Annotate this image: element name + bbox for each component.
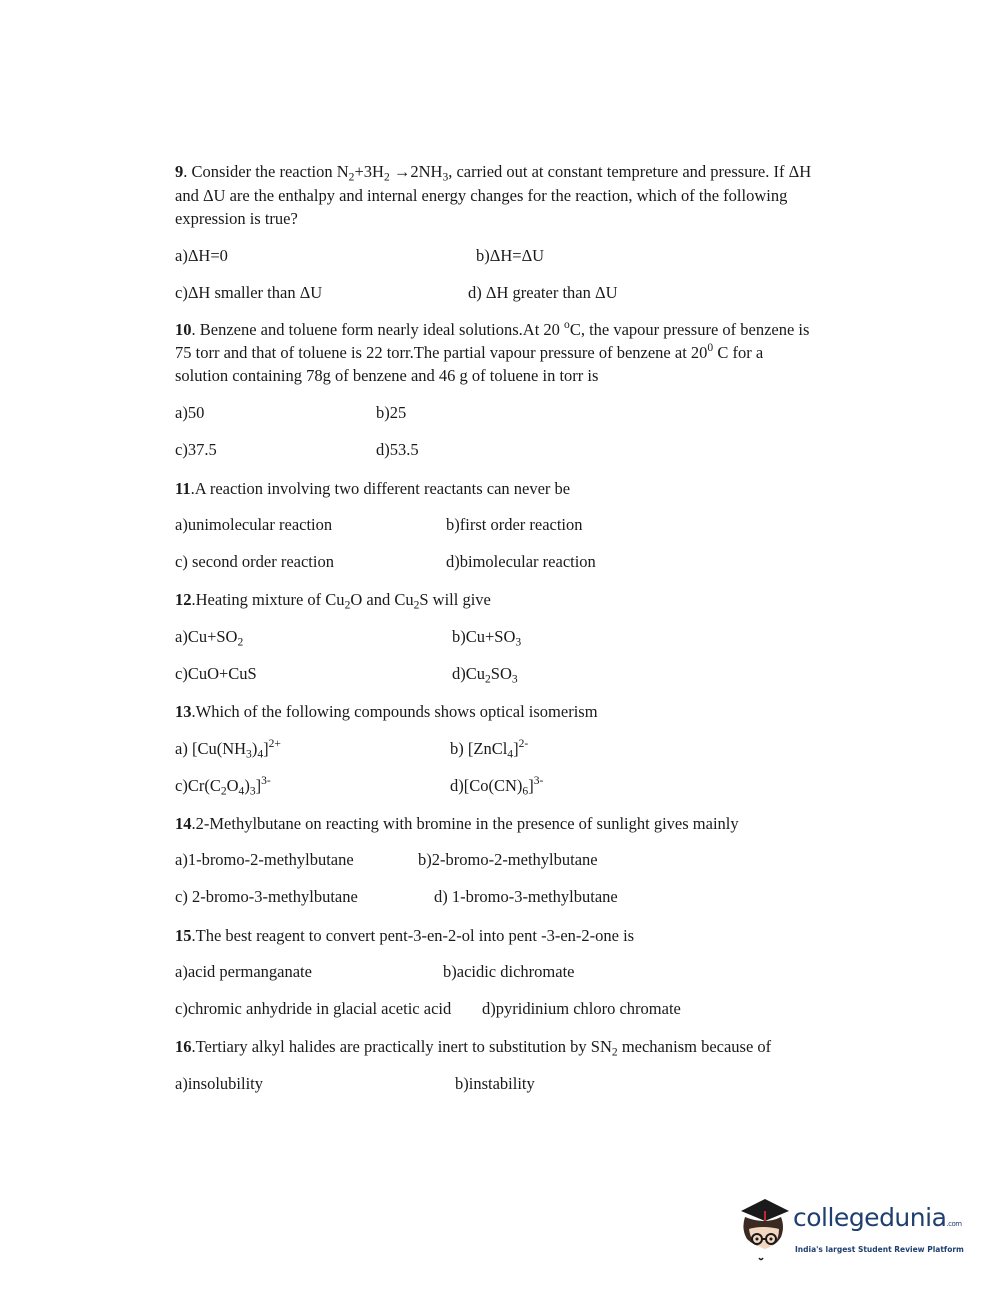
- q15-option-a: a)acid permanganate: [175, 962, 312, 981]
- q12-line-1: 12.Heating mixture of $Cu_2O$ and $Cu_2S$ will give: [175, 590, 491, 612]
- q13-option-d: $d)[Co(CN)_6]^{3-}$: [450, 775, 544, 798]
- q10-option-a: a)50: [175, 403, 205, 422]
- q10-option-d: d)53.5: [376, 440, 419, 459]
- q11-option-b: b)first order reaction: [446, 515, 583, 534]
- collegedunia-logo: [735, 1195, 970, 1265]
- q16-option-b: b)instability: [455, 1074, 535, 1093]
- q15-option-b: b)acidic dichromate: [443, 962, 575, 981]
- q10-line-2: 75 torr and that of toluene is 22 torr.The partial vapour pressure of benzene at $20^0$ C for a: [175, 342, 764, 362]
- q9-line-2: and ΔU are the enthalpy and internal energy changes for the reaction, which of the following: [175, 186, 788, 205]
- mascot-icon: [735, 1195, 793, 1265]
- q13-option-c: $c)Cr(C_2O_4)_3]^{3-}$: [175, 775, 271, 798]
- q9-option-b: b)ΔH=ΔU: [476, 246, 545, 265]
- q12-option-b: $b)Cu+SO_3$: [452, 627, 522, 649]
- q14-option-c: c) 2-bromo-3-methylbutane: [175, 887, 358, 906]
- q11-line-1: 11.A reaction involving two different reactants can never be: [175, 479, 571, 498]
- logo-tagline: India's largest Student Review Platform: [795, 1245, 964, 1254]
- q13-option-b: b) [ZnCl$_4$]$^{2-}$: [450, 738, 529, 761]
- q12-option-a: $a)Cu+SO_2$: [175, 627, 244, 649]
- q14-option-a: a)1-bromo-2-methylbutane: [175, 850, 354, 869]
- q16-option-a: a)insolubility: [175, 1074, 263, 1093]
- q14-option-d: d) 1-bromo-3-methylbutane: [434, 887, 618, 906]
- q14-line-1: 14.2-Methylbutane on reacting with bromine in the presence of sunlight gives mainly: [175, 814, 739, 833]
- q10-option-c: c)37.5: [175, 440, 217, 459]
- q9-option-c: c)ΔH smaller than ΔU: [175, 283, 323, 302]
- q12-option-c: c)CuO+CuS: [175, 664, 257, 683]
- q10-line-1: 10. Benzene and toluene form nearly ideal solutions.At 20 $^o$C, the vapour pressure of benzene is: [175, 319, 810, 339]
- q11-option-a: a)unimolecular reaction: [175, 515, 333, 534]
- q14-option-b: b)2-bromo-2-methylbutane: [418, 850, 598, 869]
- q9-option-a: a)ΔH=0: [175, 246, 228, 265]
- q9-line-3: expression is true?: [175, 209, 298, 228]
- q10-line-3: solution containing 78g of benzene and 46 g of toluene in torr is: [175, 366, 599, 385]
- q13-option-a: a) $[Cu(NH_3)_4]^{2+}$: [175, 738, 281, 761]
- q12-option-d: $d)Cu_2SO_3$: [452, 664, 518, 686]
- q13-line-1: 13.Which of the following compounds shows optical isomerism: [175, 702, 598, 721]
- q9-line-1: 9. Consider the reaction $N_2+3H_2 \to 2NH_3$, carried out at constant tempreture and pressure. If ΔH: [175, 162, 812, 184]
- q10-option-b: b)25: [376, 403, 407, 422]
- q11-option-c: c) second order reaction: [175, 552, 334, 571]
- q15-option-c: c)chromic anhydride in glacial acetic acid: [175, 999, 452, 1018]
- q15-line-1: 15.The best reagent to convert pent-3-en-2-ol into pent -3-en-2-one is: [175, 926, 635, 945]
- q15-option-d: d)pyridinium chloro chromate: [482, 999, 681, 1018]
- logo-wordmark: collegedunia.com: [793, 1203, 962, 1232]
- q16-line-1: 16.Tertiary alkyl halides are practically inert to substitution by $SN_2$ mechanism because of: [175, 1037, 772, 1059]
- q11-option-d: d)bimolecular reaction: [446, 552, 596, 571]
- q9-option-d: d) ΔH greater than ΔU: [468, 283, 618, 302]
